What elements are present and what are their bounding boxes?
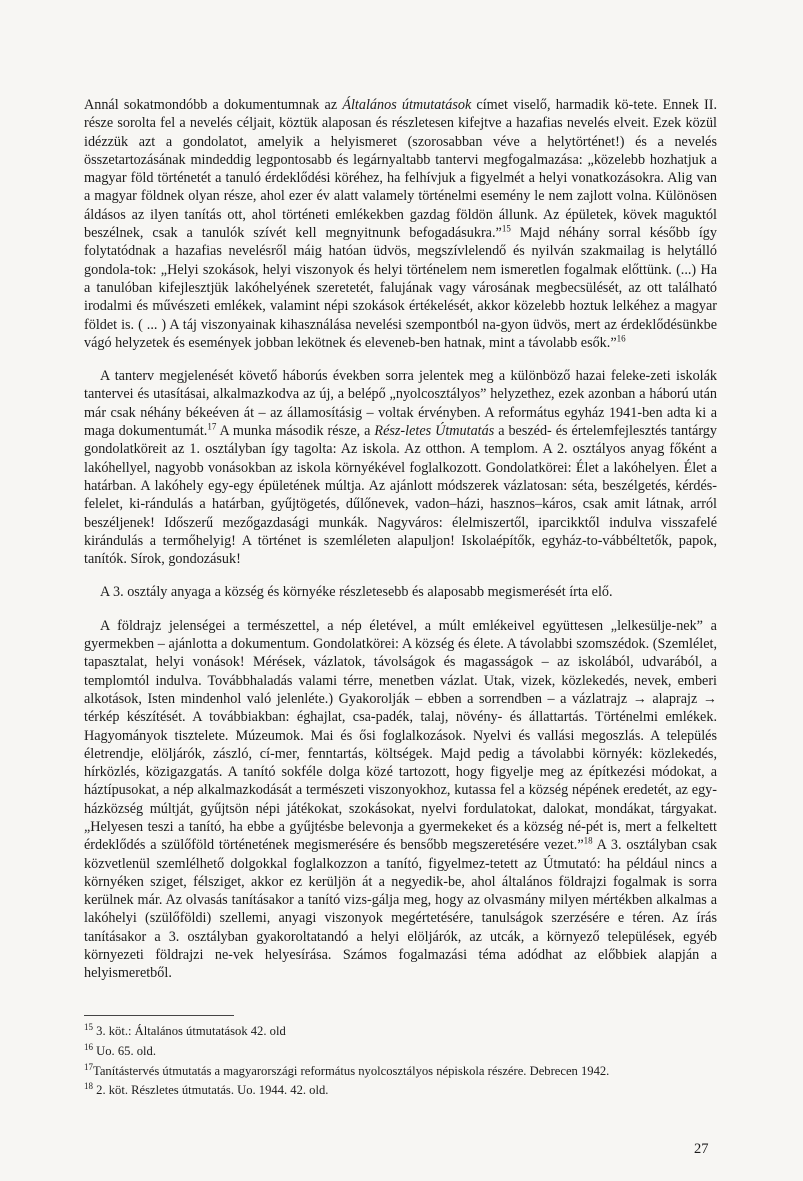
footnote-17: $^{17}$Tanítástervés útmutatás a magyarországi református nyolcosztályos népiskola részére. Debrecen 1942. xyxy=(84,1061,610,1078)
text-run: A 3. osztály anyaga a község és környéke részletesebb és alaposabb megismerését írta elő. xyxy=(100,584,613,601)
text-run: A munka második része, a xyxy=(216,423,375,440)
paragraph-1 xyxy=(84,96,717,352)
text-run: Majd néhány sorral később így folytatódnak a hazafias nevelésről máig hatóan üdvös, megszívlelendő és nyilván szakmailag is helytálló gondola-tok: „Helyi szokások, helyi viszonyok és helyi történelem nem ismeretlen fogalmak előttünk. (...) Ha a tanulóban kifejlesztjük lakóhelyének szeretetét, falujának vagy városának megbecsülését, az ott található irodalmi és művészeti emlékek, valamint népi szokások értékelését, akkor közelebb hoztuk lelkéhez a magyar földet is. ( ... ) A táj viszonyainak kihasználása nevelési szempontból na-gyon üdvös, mert az érdeklődésünkbe vágó helyzetek és események jobban lekötnek és eleveneb-ben hatnak, mint a távolabb esők.” xyxy=(84,225,717,351)
text-run: Annál sokatmondóbb a dokumentumnak az xyxy=(84,97,343,113)
footnote-16: $^{16}$ Uo. 65. old. xyxy=(84,1041,156,1058)
italic-title: Rész-letes Útmutatás xyxy=(374,423,495,440)
footnote-ref: 18 xyxy=(583,835,593,846)
text-run: A földrajz jelenségei a természettel, a nép életével, a múlt emlékeivel együttesen „lelkesülje-nek” a gyermekben – ajánlotta a dokumentum. Gondolatkörei: A község és élete. A távolabbi szomszédok. (Szemlélet, tapasztalat, helyi vonások! Mérések, vázlatok, távolságok és magasságok – az iskolából, udvarából, a templomtól indulva. Továbbhaladás valami térre, menetben vázlat. Utak, vizek, közlekedés, nevek, emberi alkotások, Isten mindenhol való jelenléte.) Gyakorolják – ebben a sorrendben – a vázlatrajz → alaprajz → térkép készítését. A továbbiakban: éghajlat, csa-padék, talaj, növény- és állattartás. Történelmi emlékek. Hagyományok tisztelete. Múzeumok. Mai és ősi foglalkozások. Nyelvi és vallási megoszlás. A település életrendje, elöljárók, zászló, cí-mer, fenntartás, költségek. Majd pedig a távolabbi környék: közlekedés, hírközlés, közigazgatás. A tanító sokféle dolga közé tartozott, hogy figyelje meg az építkezési módokat, a háztípusokat, a nép alkalmazkodását a természeti viszonyokhoz, kutassa fel a község népének eredetét, az egy-házközség múltját, gyűjtsön népi játékokat, szokásokat, nyelvi fordulatokat, dalokat, mondákat, tárgyakat. „Helyesen teszi a tanító, ha ebbe a gyűjtésbe belevonja a gyermekeket és a község né-pét is, mert a felkeltett érdeklődés a szülőföld történetének megismerésére és bensőbb megszeretésére vezet.” xyxy=(84,617,717,854)
text-run: A 3. osztályban csak közvetlenül szemlélhető dolgokkal foglalkozzon a tanító, figyelmez-tetett az Útmutató: ha például nincs a környéken sziget, félsziget, akkor ez kerüljön át a negyedik-be, ahol általános földrajzi fogalmak is sorra kerülnek már. Az olvasás tanításakor a tanító vizs-gálja meg, hogy az olvasmány milyen mértékben alkalmas a lakóhelyi (szülőföldi) szellemi, anyagi viszonyok megértetésére, tanulságok szerzésére e téren. Az írás tanításakor a 3. osztályban gyakoroltatandó a helyi elöljárók, az utcák, a környező települések, egyéb környezeti földrajzi ne-vek helyesírása. Számos fogalmazási téma adódhat az előbbiek alapján a helyismeretből. xyxy=(84,837,717,982)
paragraph-2 xyxy=(84,367,717,568)
paragraph-3 xyxy=(84,583,717,601)
footnote-ref: 15 xyxy=(501,223,511,234)
body-text xyxy=(84,96,717,983)
footnote-ref: 16 xyxy=(616,333,626,344)
paragraph-4 xyxy=(84,617,717,983)
text-run: a beszéd- és értelemfejlesztés tantárgy gondolatköreit az 1. osztályban így tagolta: Az iskola. Az otthon. A templom. A 2. osztályos anyag főként a lakóhellyel, nagyobb vonásokban az iskola környékével foglalkozott. Gondolatkörei: Élet a lakóhelyen. Élet a határban. A lakóhely egy-egy épületének múltja. Az ajánlott módszerek vázlatosan: séta, beszélgetés, kérdés-felelet, ki-rándulás a határban, gyűjtögetés, dűlőnevek, vadon–házi, hasznos–káros, csak amit látnak, arról beszéljenek! Időszerű mezőgazdasági munkák. Nagyváros: élelmiszertől, iparcikktől indulva visszafelé kirándulás a termőhelyig! A történet is szemléleten alapuljon! Iskolaépítők, egyház-to-vábbéltetők, papok, tanítók. Sírok, gondozásuk! xyxy=(84,423,717,568)
footnote-15: $^{15}$ 3. köt.: Általános útmutatások 42. old xyxy=(84,1021,286,1038)
text-run: címet viselő, harmadik kö-tete. Ennek II. része sorolta fel a nevelés céljait, köztük alaposan és részletesen kifejtve a hazafias nevelés elveit. Ezek közül idézzük azt a gondolatot, amelyik a helyismeret (szorosabban véve a helytörténet!) és a nevelés összetartozásának mindeddig legpontosabb és legárnyaltabb tantervi megfogalmazása: „közelebb hozhatjuk a magyar föld történetét a tanuló érdeklődési köréhez, ha felhívjuk a figyelmét a helyi vonatkozásokra. Alig van a magyar földnek olyan része, ahol ezer év alatt valamely történelmi esemény le nem zajlott volna. Különösen áldásos az ilyen tanítás ott, ahol történeti emlékekben gazdag földön állunk. Az épületek, kövek maguktól beszélnek, csak a tanulók szívét kell megnyitnunk befogadásukra.” xyxy=(84,97,717,242)
italic-title: Általános útmutatások xyxy=(342,97,472,113)
footnote-rule xyxy=(84,1015,234,1016)
footnote-18: $^{18}$ 2. köt. Részletes útmutatás. Uo. 1944. 42. old. xyxy=(84,1081,329,1098)
footnotes xyxy=(84,1015,717,1101)
text-run: A tanterv megjelenését követő háborús években sorra jelentek meg a különböző hazai feleke-zeti iskolák tantervei és utasításai, alkalmazkodva az új, a belépő „nyolcosztályos” helyzethez, ezek azonban a háború után már csak néhány békeéven át – az államosításig – voltak érvényben. A református egyház 1941-ben adta ki a maga dokumentumát. xyxy=(84,368,717,440)
page-number: 27 xyxy=(694,1141,709,1157)
footnote-ref: 17 xyxy=(207,421,217,432)
